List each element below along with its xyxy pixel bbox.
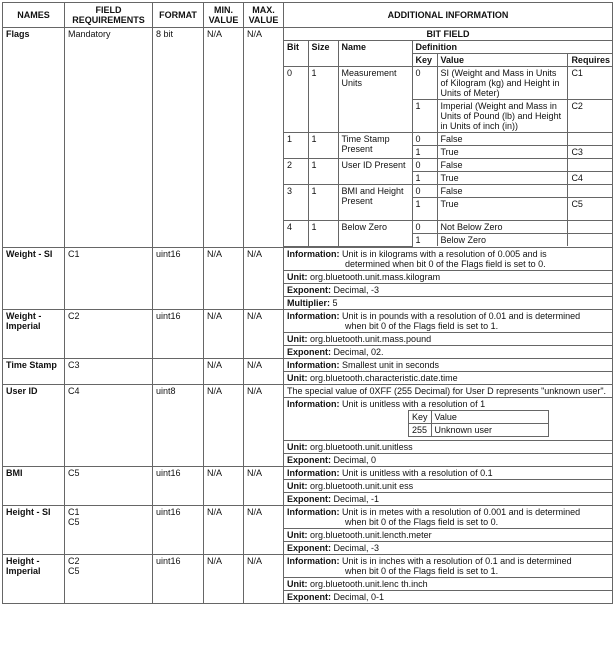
- unit-text: org.bluetooth.unit.mass.kilogram: [307, 271, 441, 282]
- bf-key: 1: [412, 198, 437, 221]
- bf-requires: C5: [568, 198, 612, 221]
- unit-text: org.bluetooth.unit.unit ess: [307, 480, 414, 491]
- unit-label: Unit:: [287, 441, 308, 452]
- bf-size: 1: [308, 159, 338, 185]
- bf-bit: 0: [284, 67, 308, 133]
- info-text-cont: when bit 0 of the Flags field is set to 1.: [345, 320, 499, 331]
- bf-value: True: [437, 172, 568, 185]
- field-info: [284, 384, 613, 466]
- info-text: Smallest unit in seconds: [339, 359, 440, 370]
- bf-header-key: Key: [412, 54, 437, 67]
- info-text-cont: when bit 0 of the Flags field is set to 1.: [345, 565, 499, 576]
- field-requirement: C2: [65, 309, 153, 358]
- bf-requires: [568, 234, 612, 247]
- exponent-text: Decimal, -3: [331, 542, 380, 553]
- bf-value: True: [437, 198, 568, 221]
- bf-name: BMI and Height Present: [338, 185, 412, 221]
- field-min: N/A: [204, 247, 244, 309]
- exponent-label: Exponent:: [287, 542, 331, 553]
- field-max: N/A: [244, 309, 284, 358]
- field-max: N/A: [244, 358, 284, 384]
- info-text-cont: determined when bit 0 of the Flags field is set to 0.: [345, 258, 546, 269]
- exponent-text: Decimal, -1: [331, 493, 380, 504]
- unit-label: Unit:: [287, 271, 308, 282]
- requirement-line: C2: [68, 555, 80, 566]
- info-text: Unit is in kilograms with a resolution of 0.005 and is: [339, 248, 547, 259]
- bf-value: Not Below Zero: [437, 221, 568, 234]
- bf-key: 0: [412, 133, 437, 146]
- table-row-height-imperial: [3, 554, 613, 603]
- unit-text: org.bluetooth.characteristic.date.time: [307, 372, 458, 383]
- field-max: N/A: [244, 28, 284, 248]
- info-label: Information:: [287, 555, 340, 566]
- field-format: uint16: [153, 309, 204, 358]
- requirement-line: C1: [68, 506, 80, 517]
- bf-size: 1: [308, 221, 338, 247]
- field-max: N/A: [244, 466, 284, 505]
- field-max: N/A: [244, 247, 284, 309]
- field-format: [153, 358, 204, 384]
- field-requirement: C4: [65, 384, 153, 466]
- info-label: Information:: [287, 248, 340, 259]
- bf-bit: 2: [284, 159, 308, 185]
- characteristic-fields-table: [2, 2, 613, 604]
- field-min: N/A: [204, 358, 244, 384]
- bf-value: False: [437, 159, 568, 172]
- field-requirement: C5: [65, 466, 153, 505]
- bf-requires: [568, 159, 612, 172]
- header-row: [3, 3, 613, 28]
- bf-name: Measurement Units: [338, 67, 412, 133]
- bf-size: 1: [308, 133, 338, 159]
- field-min: N/A: [204, 309, 244, 358]
- field-min: N/A: [204, 554, 244, 603]
- field-format: uint16: [153, 505, 204, 554]
- bf-bit: 1: [284, 133, 308, 159]
- bf-key: 1: [412, 146, 437, 159]
- bf-header-requires: Requires: [568, 54, 612, 67]
- unit-label: Unit:: [287, 529, 308, 540]
- bit-field-table: [284, 28, 612, 247]
- bf-header-value: Value: [437, 54, 568, 67]
- unit-text: org.bluetooth.unit.mass.pound: [307, 333, 432, 344]
- exponent-label: Exponent:: [287, 454, 331, 465]
- field-name: Weight - Imperial: [3, 309, 65, 358]
- info-label: Information:: [287, 359, 340, 370]
- field-info: [284, 247, 613, 309]
- field-requirement: [65, 505, 153, 554]
- field-format: uint16: [153, 247, 204, 309]
- characteristic-table-document: [2, 2, 612, 604]
- bf-value: Imperial (Weight and Mass in Units of Pound (lb) and Height in Units of inch (in)): [437, 100, 568, 133]
- field-name: Weight - SI: [3, 247, 65, 309]
- bf-value: False: [437, 133, 568, 146]
- bf-key: 1: [412, 100, 437, 133]
- exponent-label: Exponent:: [287, 591, 331, 602]
- unit-text: org.bluetooth.unit.lenc th.inch: [307, 578, 428, 589]
- bf-requires: [568, 185, 612, 198]
- table-row-user-id: [3, 384, 613, 466]
- exponent-label: Exponent:: [287, 493, 331, 504]
- field-min: N/A: [204, 505, 244, 554]
- field-info: [284, 358, 613, 384]
- field-format: uint16: [153, 554, 204, 603]
- field-requirement: C1: [65, 247, 153, 309]
- info-text: Unit is in pounds with a resolution of 0.01 and is determined: [339, 310, 581, 321]
- requirement-line: C5: [68, 565, 80, 576]
- multiplier-label: Multiplier:: [287, 297, 330, 308]
- bf-value: True: [437, 146, 568, 159]
- bf-requires: C3: [568, 146, 612, 159]
- bf-header-definition: Definition: [412, 41, 612, 54]
- kv-header-key: Key: [409, 410, 432, 423]
- bf-header-size: Size: [308, 41, 338, 67]
- field-max: N/A: [244, 505, 284, 554]
- bf-requires: [568, 133, 612, 146]
- info-label: Information:: [287, 467, 340, 478]
- unit-label: Unit:: [287, 578, 308, 589]
- field-name: Height - SI: [3, 505, 65, 554]
- bf-key: 0: [412, 185, 437, 198]
- field-max: N/A: [244, 554, 284, 603]
- table-row-flags: [3, 28, 613, 248]
- info-label: Information:: [287, 310, 340, 321]
- key-value-table: [408, 410, 549, 437]
- unit-text: org.bluetooth.unit.unitless: [307, 441, 413, 452]
- field-requirement: Mandatory: [65, 28, 153, 248]
- header-min-value: MIN. VALUE: [204, 3, 244, 28]
- header-format: FORMAT: [153, 3, 204, 28]
- info-text: Unit is unitless with a resolution of 0.1: [339, 467, 493, 478]
- table-row-weight-imperial: [3, 309, 613, 358]
- bf-key: 1: [412, 234, 437, 247]
- unit-label: Unit:: [287, 480, 308, 491]
- bf-name: User ID Present: [338, 159, 412, 185]
- exponent-label: Exponent:: [287, 346, 331, 357]
- field-name: Height - Imperial: [3, 554, 65, 603]
- bf-size: 1: [308, 185, 338, 221]
- exponent-text: Decimal, 0-1: [331, 591, 385, 602]
- bf-bit: 4: [284, 221, 308, 247]
- bf-header-name: Name: [338, 41, 412, 67]
- kv-value: Unknown user: [431, 423, 548, 436]
- field-format: uint8: [153, 384, 204, 466]
- bf-name: Time Stamp Present: [338, 133, 412, 159]
- info-label: Information:: [287, 398, 340, 409]
- field-info: [284, 309, 613, 358]
- table-row-bmi: [3, 466, 613, 505]
- bf-requires: C4: [568, 172, 612, 185]
- field-name: BMI: [3, 466, 65, 505]
- info-text: Unit is in inches with a resolution of 0.1 and is determined: [339, 555, 572, 566]
- kv-header-value: Value: [431, 410, 548, 423]
- table-row-height-si: [3, 505, 613, 554]
- info-text-cont: when bit 0 of the Flags field is set to 0.: [345, 516, 499, 527]
- info-text: Unit is unitless with a resolution of 1: [339, 398, 486, 409]
- field-requirement: [65, 554, 153, 603]
- field-info: [284, 554, 613, 603]
- unit-label: Unit:: [287, 333, 308, 344]
- field-min: N/A: [204, 384, 244, 466]
- bf-key: 1: [412, 172, 437, 185]
- field-name: Time Stamp: [3, 358, 65, 384]
- bf-requires: [568, 221, 612, 234]
- multiplier-text: 5: [330, 297, 338, 308]
- field-name: User ID: [3, 384, 65, 466]
- bf-value: SI (Weight and Mass in Units of Kilogram (kg) and Height in Units of Meter): [437, 67, 568, 100]
- kv-key: 255: [409, 423, 432, 436]
- requirement-line: C5: [68, 516, 80, 527]
- bf-key: 0: [412, 221, 437, 234]
- bf-header-bit: Bit: [284, 41, 308, 67]
- bf-size: 1: [308, 67, 338, 133]
- field-min: N/A: [204, 28, 244, 248]
- bit-field-title: BIT FIELD: [284, 28, 612, 41]
- field-info: [284, 466, 613, 505]
- table-row-time-stamp: [3, 358, 613, 384]
- info-label: Information:: [287, 506, 340, 517]
- unit-label: Unit:: [287, 372, 308, 383]
- unit-text: org.bluetooth.unit.lencth.meter: [307, 529, 432, 540]
- bf-bit: 3: [284, 185, 308, 221]
- exponent-text: Decimal, 02.: [331, 346, 384, 357]
- bf-requires: C1: [568, 67, 612, 100]
- header-additional-information: ADDITIONAL INFORMATION: [284, 3, 613, 28]
- bf-key: 0: [412, 159, 437, 172]
- bf-key: 0: [412, 67, 437, 100]
- field-info: [284, 505, 613, 554]
- header-names: NAMES: [3, 3, 65, 28]
- field-format: 8 bit: [153, 28, 204, 248]
- field-info: [284, 28, 613, 248]
- table-row-weight-si: [3, 247, 613, 309]
- bf-name: Below Zero: [338, 221, 412, 247]
- bf-requires: C2: [568, 100, 612, 133]
- special-value-text: The special value of 0XFF (255 Decimal) for User D represents "unknown user".: [284, 385, 612, 398]
- exponent-label: Exponent:: [287, 284, 331, 295]
- exponent-text: Decimal, 0: [331, 454, 377, 465]
- field-requirement: C3: [65, 358, 153, 384]
- field-max: N/A: [244, 384, 284, 466]
- info-text: Unit is in metes with a resolution of 0.001 and is determined: [339, 506, 581, 517]
- field-format: uint16: [153, 466, 204, 505]
- bf-value: Below Zero: [437, 234, 568, 247]
- bf-value: False: [437, 185, 568, 198]
- header-max-value: MAX. VALUE: [244, 3, 284, 28]
- header-field-requirements: FIELD REQUIREMENTS: [65, 3, 153, 28]
- field-name: Flags: [3, 28, 65, 248]
- field-min: N/A: [204, 466, 244, 505]
- exponent-text: Decimal, -3: [331, 284, 380, 295]
